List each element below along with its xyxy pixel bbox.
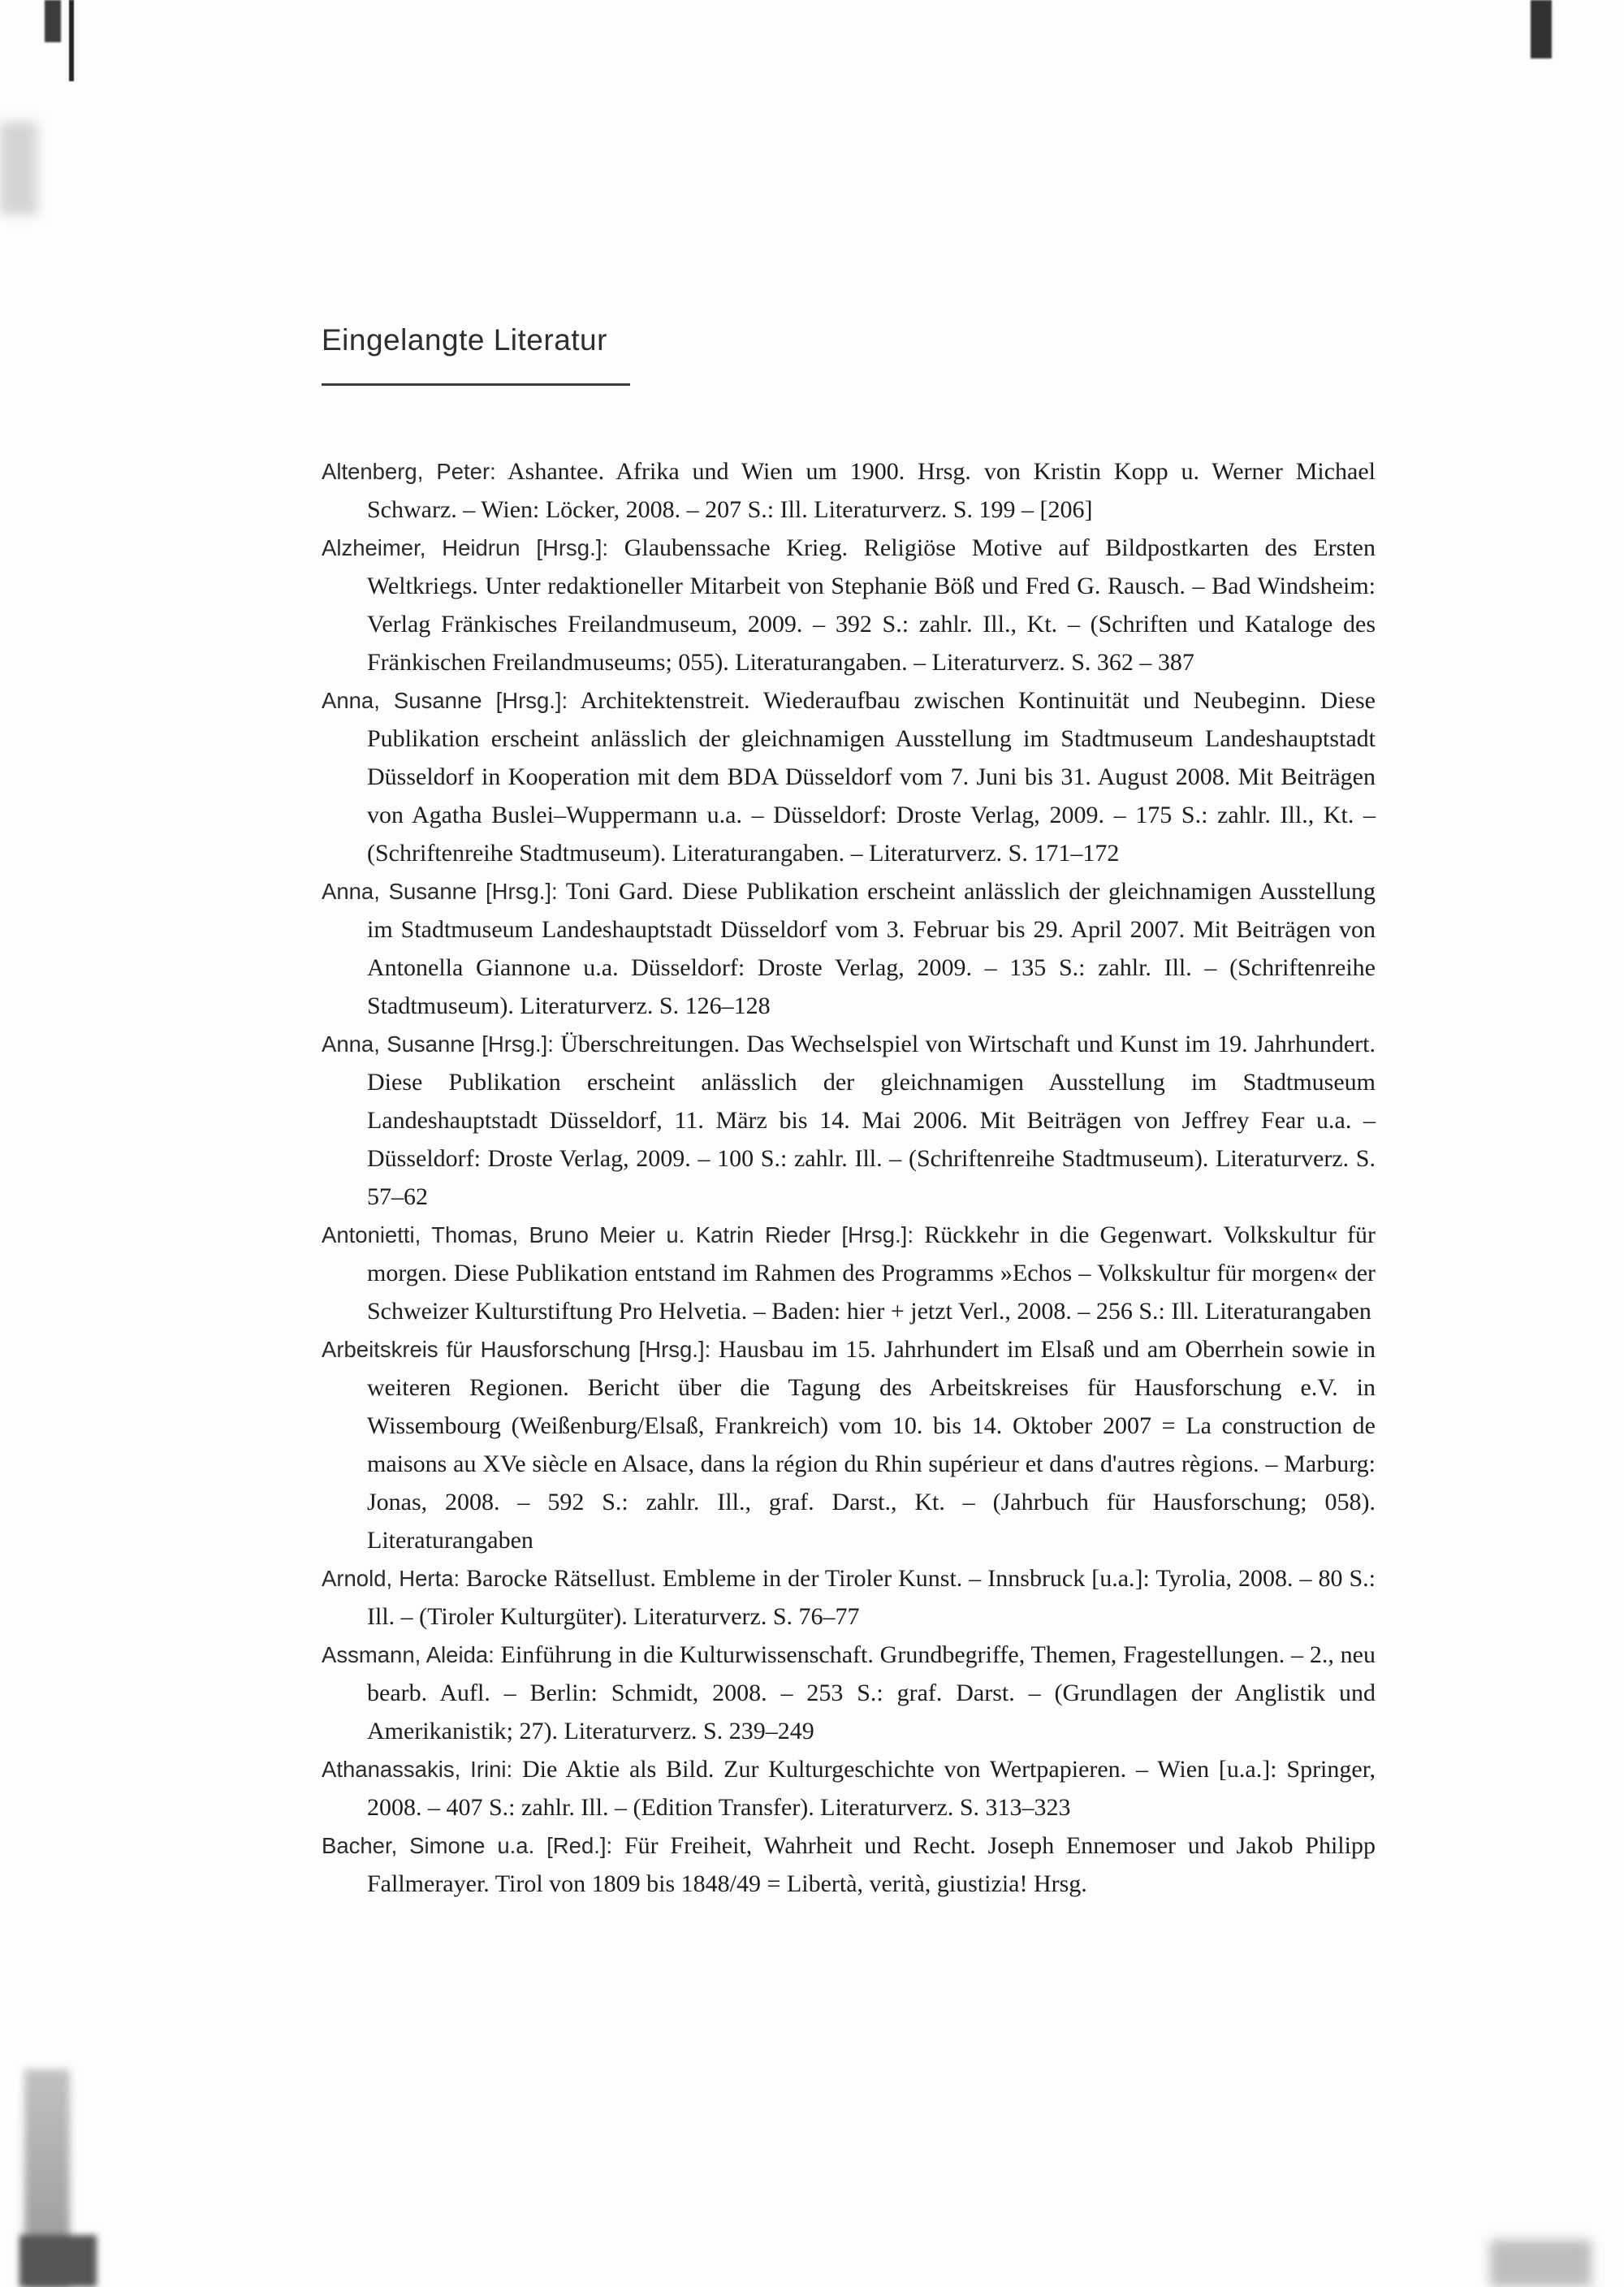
bibliography-entry — [322, 529, 1376, 681]
bibliography-entry — [322, 1750, 1376, 1827]
scan-artifact-bottom-left-band — [24, 2069, 70, 2287]
text-block — [322, 323, 1376, 1903]
entry-text: Toni Gard. Diese Publikation erscheint anlässlich der gleichnamigen Ausstellung im Stadtmuseum Landeshauptstadt Düsseldorf vom 3. Februar bis 29. April 2007. Mit Beiträgen von Antonella Giannone u.a. Düsseldorf: Droste Verlag, 2009. – 135 S.: zahlr. Ill. – (Schriftenreihe Stadtmuseum). Literaturverz. S. 126–128 — [367, 878, 1376, 1019]
entry-author: Arbeitskreis für Hausforschung [Hrsg.]: — [322, 1337, 711, 1362]
bibliography-entry — [322, 1330, 1376, 1559]
entry-text: Für Freiheit, Wahrheit und Recht. Joseph Ennemoser und Jakob Philipp Fallmerayer. Tirol von 1809 bis 1848/49 = Libertà, verità, giustizia! Hrsg. — [367, 1832, 1376, 1897]
entry-author: Arnold, Herta: — [322, 1566, 460, 1591]
entry-text: Glaubenssache Krieg. Religiöse Motive auf Bildpostkarten des Ersten Weltkriegs. Unter redaktioneller Mitarbeit von Stephanie Böß und Fred G. Rausch. – Bad Windsheim: Verlag Fränkisches Freilandmuseum, 2009. – 392 S.: zahlr. Ill., Kt. – (Schriften und Kataloge des Fränkischen Freilandmuseums; 055). Literaturangaben. – Literaturverz. S. 362 – 387 — [367, 534, 1376, 676]
entry-author: Bacher, Simone u.a. [Red.]: — [322, 1833, 613, 1858]
entry-text: Hausbau im 15. Jahrhundert im Elsaß und am Oberrhein sowie in weiteren Regionen. Bericht über die Tagung des Arbeitskreises für Hausforschung e.V. in Wissembourg (Weißenburg/Elsaß, Frankreich) vom 10. bis 14. Oktober 2007 = La construction de maisons au XVe siècle en Alsace, dans la région du Rhin supérieur et dans d'autres règions. – Marburg: Jonas, 2008. – 592 S.: zahlr. Ill., graf. Darst., Kt. – (Jahrbuch für Hausforschung; 058). Literaturangaben — [367, 1336, 1376, 1554]
bibliography-entry — [322, 1216, 1376, 1330]
bibliography-entry — [322, 681, 1376, 872]
entry-author: Athanassakis, Irini: — [322, 1757, 513, 1782]
bibliography-entry — [322, 872, 1376, 1025]
entry-text: Architektenstreit. Wiederaufbau zwischen Kontinuität und Neubeginn. Diese Publikation erscheint anlässlich der gleichnamigen Ausstellung im Stadtmuseum Landeshauptstadt Düsseldorf in Kooperation mit dem BDA Düsseldorf vom 7. Juni bis 31. August 2008. Mit Beiträgen von Agatha Buslei–Wuppermann u.a. – Düsseldorf: Droste Verlag, 2009. – 175 S.: zahlr. Ill., Kt. – (Schriftenreihe Stadtmuseum). Literaturangaben. – Literaturverz. S. 171–172 — [367, 687, 1376, 867]
bibliography-entry — [322, 452, 1376, 529]
entry-author: Anna, Susanne [Hrsg.]: — [322, 1031, 554, 1057]
scan-artifact-top-right-bar — [1531, 0, 1552, 58]
bibliography-entry — [322, 1559, 1376, 1636]
entry-author: Anna, Susanne [Hrsg.]: — [322, 688, 568, 713]
title-underline-rule — [322, 383, 630, 386]
scan-artifact-bottom-left-blob — [19, 2235, 97, 2287]
bibliography-entry — [322, 1827, 1376, 1903]
scan-artifact-top-left-bar — [45, 0, 61, 42]
scan-artifact-bottom-right-smudge — [1490, 2240, 1592, 2287]
entry-text: Ashantee. Afrika und Wien um 1900. Hrsg. von Kristin Kopp u. Werner Michael Schwarz. – Wien: Löcker, 2008. – 207 S.: Ill. Literaturverz. S. 199 – [206] — [367, 458, 1376, 523]
entry-author: Assmann, Aleida: — [322, 1642, 495, 1667]
entry-author: Alzheimer, Heidrun [Hrsg.]: — [322, 535, 609, 560]
entry-author: Anna, Susanne [Hrsg.]: — [322, 879, 558, 904]
entry-author: Altenberg, Peter: — [322, 459, 496, 484]
scan-artifact-top-left-line — [69, 0, 74, 81]
entry-author: Antonietti, Thomas, Bruno Meier u. Katrin Rieder [Hrsg.]: — [322, 1222, 914, 1247]
bibliography-entry — [322, 1636, 1376, 1750]
entry-text: Rückkehr in die Gegenwart. Volkskultur für morgen. Diese Publikation entstand im Rahmen des Programms »Echos – Volkskultur für morgen« der Schweizer Kulturstiftung Pro Helvetia. – Baden: hier + jetzt Verl., 2008. – 256 S.: Ill. Literaturangaben — [367, 1221, 1376, 1325]
entry-text: Barocke Rätsellust. Embleme in der Tiroler Kunst. – Innsbruck [u.a.]: Tyrolia, 2008. – 80 S.: Ill. – (Tiroler Kulturgüter). Literaturverz. S. 76–77 — [367, 1565, 1376, 1630]
entry-text: Überschreitungen. Das Wechselspiel von Wirtschaft und Kunst im 19. Jahrhundert. Diese Publikation erscheint anlässlich der gleichnamigen Ausstellung im Stadtmuseum Landeshauptstadt Düsseldorf, 11. März bis 14. Mai 2006. Mit Beiträgen von Jeffrey Fear u.a. – Düsseldorf: Droste Verlag, 2009. – 100 S.: zahlr. Ill. – (Schriftenreihe Stadtmuseum). Literaturverz. S. 57–62 — [367, 1031, 1376, 1210]
bibliography-entry — [322, 1025, 1376, 1216]
entry-text: Einführung in die Kulturwissenschaft. Grundbegriffe, Themen, Fragestellungen. – 2., neu bearb. Aufl. – Berlin: Schmidt, 2008. – 253 S.: graf. Darst. – (Grundlagen der Anglistik und Amerikanistik; 27). Literaturverz. S. 239–249 — [367, 1641, 1376, 1744]
scan-artifact-left-smudge — [0, 122, 37, 215]
page-title: Eingelangte Literatur — [322, 323, 607, 357]
bibliography-list — [322, 452, 1376, 1903]
entry-text: Die Aktie als Bild. Zur Kulturgeschichte von Wertpapieren. – Wien [u.a.]: Springer, 2008. – 407 S.: zahlr. Ill. – (Edition Transfer). Literaturverz. S. 313–323 — [367, 1756, 1376, 1821]
